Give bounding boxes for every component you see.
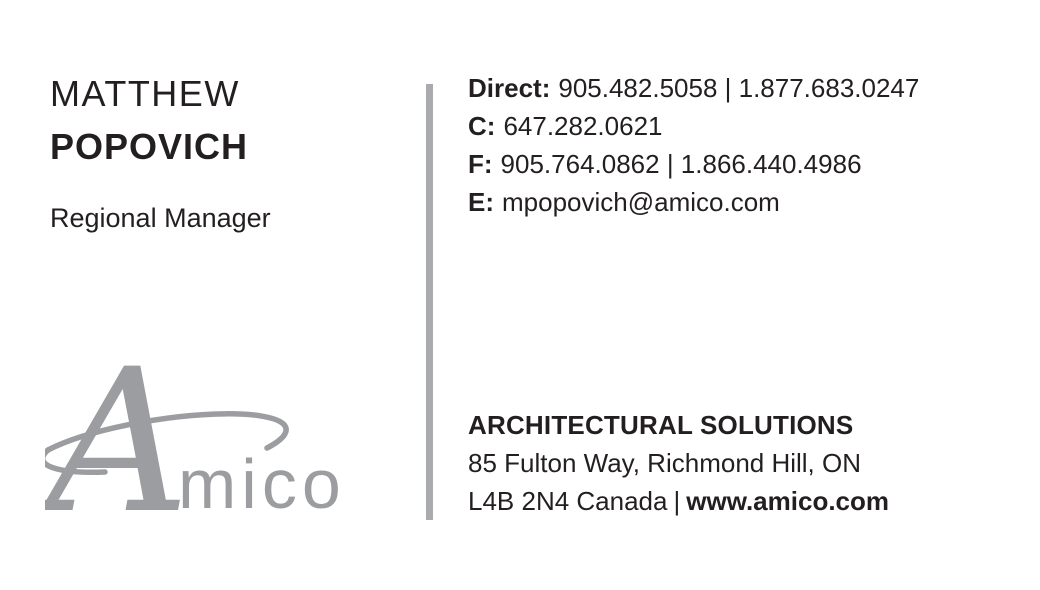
- company-address-line2-row: [468, 482, 889, 520]
- contact-label-email: E:: [468, 187, 494, 217]
- person-job-title: Regional Manager: [50, 203, 271, 233]
- company-address-line2: L4B 2N4 Canada: [468, 486, 668, 516]
- contact-label-cell: C:: [468, 111, 496, 141]
- logo-letter-a: A: [47, 350, 190, 520]
- company-division: ARCHITECTURAL SOLUTIONS: [468, 410, 854, 440]
- vertical-divider: [426, 84, 433, 520]
- address-block: [468, 406, 889, 520]
- company-address-line1: 85 Fulton Way, Richmond Hill, ON: [468, 448, 862, 478]
- person-last-name: POPOVICH: [50, 126, 249, 167]
- contact-value-email: mpopovich@amico.com: [502, 187, 780, 217]
- contact-label-fax: F:: [468, 149, 493, 179]
- contact-value-direct: 905.482.5058 | 1.877.683.0247: [558, 73, 920, 103]
- contact-value-fax: 905.764.0862 | 1.866.440.4986: [500, 149, 862, 179]
- person-first-name: MATTHEW: [50, 73, 240, 114]
- contact-label-direct: Direct:: [468, 73, 551, 103]
- address-separator: |: [673, 486, 681, 516]
- contact-line-email: [468, 183, 919, 221]
- contact-value-cell: 647.282.0621: [503, 111, 663, 141]
- contact-line-cell: [468, 107, 919, 145]
- contact-line-direct: [468, 69, 919, 107]
- company-website: www.amico.com: [686, 486, 890, 516]
- contact-line-fax: [468, 145, 919, 183]
- contact-block: [468, 69, 919, 221]
- logo-wordmark: mico: [178, 445, 346, 520]
- amico-logo: [45, 350, 355, 520]
